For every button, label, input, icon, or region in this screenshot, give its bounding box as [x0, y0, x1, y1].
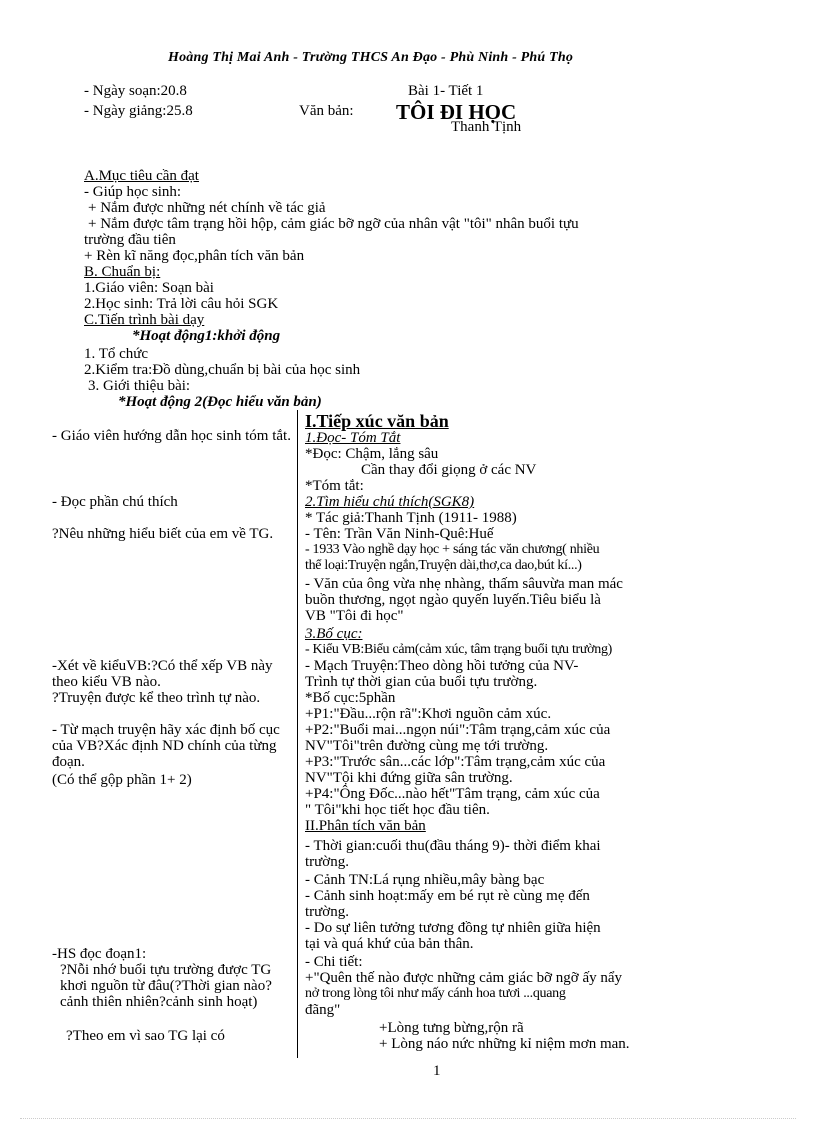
- content-line: trường.: [305, 854, 349, 870]
- content-line: 3.Bố cục:: [305, 626, 363, 642]
- intro-line: C.Tiến trình bài dạy: [84, 312, 205, 328]
- content-line: - Chi tiết:: [305, 954, 363, 970]
- intro-line: *Hoạt động1:khởi động: [132, 328, 281, 344]
- content-line: " Tôi"khi học tiết học đầu tiên.: [305, 802, 490, 818]
- content-line: *Đọc: Chậm, lắng sâu: [305, 446, 439, 462]
- intro-line: + Nắm được những nét chính về tác giả: [88, 200, 326, 216]
- content-line: +P2:"Buổi mai...ngọn núi":Tâm trạng,cảm xúc của: [305, 722, 611, 738]
- content-line: buồn thương, ngọt ngào quyến luyến.Tiêu biểu là: [305, 592, 601, 608]
- intro-line: trường đầu tiên: [84, 232, 176, 248]
- page-bottom-border: [20, 1118, 796, 1119]
- content-line: *Bố cục:5phần: [305, 690, 396, 706]
- content-line: *Tóm tắt:: [305, 478, 364, 494]
- content-line: II.Phân tích văn bản: [305, 818, 426, 834]
- ngay-giang: - Ngày giảng:25.8: [84, 103, 193, 119]
- left-column-item: ?Nêu những hiểu biết của em về TG.: [52, 526, 274, 542]
- content-line: - Do sự liên tưởng tương đồng tự nhiên giữa hiện: [305, 920, 601, 936]
- intro-line: + Nắm được tâm trạng hồi hộp, cảm giác bỡ ngỡ của nhân vật "tôi" nhân buổi tựu: [88, 216, 579, 232]
- content-line: - Kiểu VB:Biểu cảm(cảm xúc, tâm trạng buổi tựu trường): [305, 642, 613, 657]
- author-name: Thanh Tịnh: [451, 119, 522, 135]
- intro-line: A.Mục tiêu cần đạt: [84, 168, 199, 184]
- intro-line: 1.Giáo viên: Soạn bài: [84, 280, 214, 296]
- content-line: VB "Tôi đi học": [305, 608, 404, 624]
- ngay-soan: - Ngày soạn:20.8: [84, 83, 187, 99]
- left-column-item: ?Truyện được kể theo trình tự nào.: [52, 690, 261, 706]
- intro-line: 3. Giới thiệu bài:: [88, 378, 191, 394]
- page-header: Hoàng Thị Mai Anh - Trường THCS An Đạo - Phù Ninh - Phú Thọ: [168, 50, 574, 65]
- content-line: trường.: [305, 904, 349, 920]
- intro-line: 1. Tổ chức: [84, 346, 149, 362]
- content-line: Cần thay đổi giọng ở các NV: [361, 462, 537, 478]
- left-column-item: -Xét về kiểuVB:?Có thể xếp VB này theo kiểu VB nào.: [52, 658, 273, 690]
- intro-line: 2.Kiểm tra:Đồ dùng,chuẩn bị bài của học sinh: [84, 362, 361, 378]
- left-column-item: (Có thể gộp phần 1+ 2): [52, 772, 192, 788]
- content-line: +P1:"Đầu...rộn rã":Khơi nguồn cảm xúc.: [305, 706, 552, 722]
- content-line: - Cảnh TN:Lá rụng nhiều,mây bàng bạc: [305, 872, 545, 888]
- content-line: nở trong lòng tôi như mấy cánh hoa tươi ...quang: [305, 986, 566, 1001]
- intro-line: - Giúp học sinh:: [84, 184, 182, 200]
- content-line: - Cảnh sinh hoạt:mấy em bé rụt rè cùng mẹ đến: [305, 888, 590, 904]
- left-column-item: - Từ mạch truyện hãy xác định bố cục của VB?Xác định ND chính của từng đoạn.: [52, 722, 280, 770]
- content-line: * Tác giả:Thanh Tịnh (1911- 1988): [305, 510, 517, 526]
- left-column-item: - Đọc phần chú thích: [52, 494, 178, 510]
- content-line: +P4:"Ông Đốc...nào hết"Tâm trạng, cảm xúc của: [305, 786, 600, 802]
- content-line: NV"Tội khi đứng giữa sân trường.: [305, 770, 513, 786]
- content-line: 1.Đọc- Tóm Tắt: [305, 430, 401, 446]
- content-line: thể loại:Truyện ngắn,Truyện dài,thơ,ca dao,bút kí...): [305, 558, 582, 573]
- intro-line: *Hoạt động 2(Đọc hiểu văn bản): [118, 394, 322, 410]
- left-column-item: -HS đọc đoạn1:: [52, 946, 147, 962]
- left-column-item: ?Theo em vì sao TG lại có: [66, 1028, 225, 1044]
- content-line: NV"Tôi"trên đường cùng mẹ tới trường.: [305, 738, 549, 754]
- intro-line: 2.Học sinh: Trả lời câu hỏi SGK: [84, 296, 279, 312]
- content-line: - 1933 Vào nghề dạy học + sáng tác văn chương( nhiều: [305, 542, 600, 557]
- content-line: - Tên: Trần Văn Ninh-Quê:Huế: [305, 526, 494, 542]
- lesson-number: Bài 1- Tiết 1: [408, 83, 484, 99]
- content-line: - Thời gian:cuối thu(đầu tháng 9)- thời điểm khai: [305, 838, 601, 854]
- content-line: +"Quên thế nào được những cảm giác bỡ ngỡ ấy nẩy: [305, 970, 623, 986]
- content-line: tại và quá khứ của bản thân.: [305, 936, 474, 952]
- content-line: đãng": [305, 1002, 341, 1018]
- intro-line: B. Chuẩn bị:: [84, 264, 161, 280]
- content-line: +Lòng tưng bừng,rộn rã: [379, 1020, 524, 1036]
- content-line: 2.Tìm hiểu chú thích(SGK8): [305, 494, 475, 510]
- content-line: - Mạch Truyện:Theo dòng hồi tưởng của NV-: [305, 658, 579, 674]
- column-divider: [297, 410, 298, 1058]
- content-line: - Văn của ông vừa nhẹ nhàng, thấm sâuvừa man mác: [305, 576, 623, 592]
- left-column-item: ?Nỗi nhớ buổi tựu trường được TG khơi nguồn từ đâu(?Thời gian nào?cảnh thiên nhiên?cảnh sinh hoạt): [60, 962, 272, 1010]
- content-line: I.Tiếp xúc văn bản: [305, 411, 449, 431]
- content-line: + Lòng náo nức những kỉ niệm mơn man.: [379, 1036, 630, 1052]
- content-line: Trình tự thời gian của buổi tựu trường.: [305, 674, 538, 690]
- page-title: TÔI ĐI HỌC: [396, 100, 517, 124]
- intro-line: + Rèn kĩ năng đọc,phân tích văn bản: [84, 248, 305, 264]
- van-ban-label: Văn bản:: [299, 103, 354, 119]
- content-line: +P3:"Trước sân...các lớp":Tâm trạng,cảm xúc của: [305, 754, 606, 770]
- left-column-item: - Giáo viên hướng dẫn học sinh tóm tắt.: [52, 428, 291, 444]
- page-number: 1: [433, 1063, 441, 1079]
